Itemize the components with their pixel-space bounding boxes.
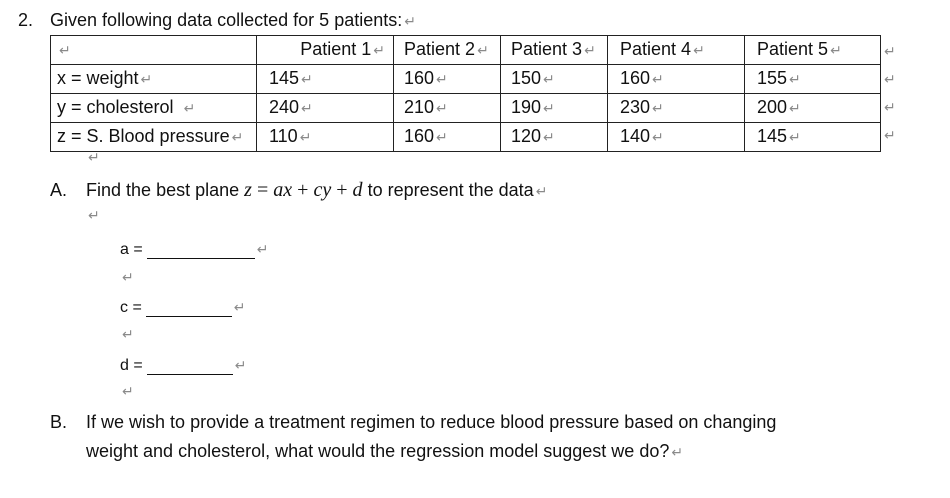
answer-c-blank[interactable] bbox=[146, 298, 232, 317]
answer-a-label: a = bbox=[120, 241, 143, 258]
row-end-marks bbox=[884, 37, 896, 149]
row-end-mark-icon: ↵ bbox=[884, 43, 896, 59]
table-cell: 145 ↵ bbox=[257, 65, 394, 94]
table-row-weight bbox=[51, 65, 881, 94]
question-number: 2. bbox=[18, 10, 34, 30]
header-cell-patient-4: Patient 4 ↵ bbox=[608, 36, 745, 65]
paragraph-mark-icon: ↵ bbox=[88, 150, 100, 166]
table-cell: 210 ↵ bbox=[394, 94, 501, 123]
equation-plus-2: + bbox=[336, 179, 348, 201]
answer-c-line: c = ↵ bbox=[120, 299, 246, 316]
table-cell: 200 ↵ bbox=[745, 94, 881, 123]
question-intro: Given following data collected for 5 patients: bbox=[50, 10, 403, 30]
cell-end-mark-icon: ↵ bbox=[59, 43, 71, 59]
part-b-text-2: weight and cholesterol, what would the regression model suggest we do? bbox=[86, 441, 670, 461]
header-cell-empty bbox=[51, 36, 257, 65]
part-b-letter: B. bbox=[50, 412, 68, 432]
table-cell: 160 ↵ bbox=[608, 65, 745, 94]
answer-d-blank[interactable] bbox=[147, 356, 233, 375]
part-b-line-1 bbox=[50, 412, 776, 433]
part-b-text-1: If we wish to provide a treatment regimen to reduce blood pressure based on changing bbox=[86, 412, 777, 432]
table-cell: 160 ↵ bbox=[394, 65, 501, 94]
equation-d: d bbox=[352, 179, 363, 201]
paragraph-mark-icon: ↵ bbox=[88, 208, 100, 224]
header-cell-patient-2: Patient 2 ↵ bbox=[394, 36, 501, 65]
row-label-blood-pressure: z = S. Blood pressure ↵ bbox=[51, 123, 257, 152]
equation-plus-1: + bbox=[297, 179, 309, 201]
table-row-blood-pressure bbox=[51, 123, 881, 152]
part-a-text-before: Find the best plane bbox=[86, 180, 240, 200]
header-cell-patient-5: Patient 5 ↵ bbox=[745, 36, 881, 65]
table-cell: 190 ↵ bbox=[501, 94, 608, 123]
table-cell: 230 ↵ bbox=[608, 94, 745, 123]
row-label-cholesterol: y = cholesterol ↵ bbox=[51, 94, 257, 123]
table-cell: 110 ↵ bbox=[257, 123, 394, 152]
row-end-mark-icon: ↵ bbox=[884, 99, 896, 115]
part-b-line-2: weight and cholesterol, what would the regression model suggest we do? ↵ bbox=[86, 441, 684, 461]
equation-equals: = bbox=[256, 179, 269, 201]
equation-z: z bbox=[244, 179, 252, 201]
table-cell: 140 ↵ bbox=[608, 123, 745, 152]
answer-c-label: c = bbox=[120, 299, 142, 316]
table-cell: 145 ↵ bbox=[745, 123, 881, 152]
equation-ax: ax bbox=[273, 179, 293, 201]
paragraph-mark-icon: ↵ bbox=[122, 327, 134, 343]
answer-a-blank[interactable] bbox=[147, 240, 255, 259]
part-a-letter: A. bbox=[50, 180, 68, 200]
table-cell: 150 ↵ bbox=[501, 65, 608, 94]
question-heading bbox=[18, 10, 416, 31]
paragraph-mark-icon: ↵ bbox=[404, 14, 416, 30]
row-end-mark-icon: ↵ bbox=[884, 71, 896, 87]
table-cell: 120 ↵ bbox=[501, 123, 608, 152]
paragraph-mark-icon: ↵ bbox=[122, 270, 134, 286]
equation-cy: cy bbox=[313, 179, 332, 201]
table-cell: 240 ↵ bbox=[257, 94, 394, 123]
paragraph-mark-icon: ↵ bbox=[122, 384, 134, 400]
header-cell-patient-3: Patient 3 ↵ bbox=[501, 36, 608, 65]
answer-a-line: a = ↵ bbox=[120, 241, 269, 258]
part-a-text-after: to represent the data bbox=[367, 180, 534, 200]
row-end-mark-icon: ↵ bbox=[884, 127, 896, 143]
table-cell: 160 ↵ bbox=[394, 123, 501, 152]
patient-data-table bbox=[50, 35, 881, 152]
answer-d-line: d = ↵ bbox=[120, 357, 247, 374]
table-row-cholesterol bbox=[51, 94, 881, 123]
part-a-prompt: A. Find the best plane z = ax + cy + d to represent the data ↵ bbox=[50, 179, 548, 201]
answer-d-label: d = bbox=[120, 357, 143, 374]
header-cell-patient-1: Patient 1 ↵ bbox=[257, 36, 394, 65]
table-cell: 155 ↵ bbox=[745, 65, 881, 94]
row-label-weight: x = weight ↵ bbox=[51, 65, 257, 94]
table-header-row bbox=[51, 36, 881, 65]
